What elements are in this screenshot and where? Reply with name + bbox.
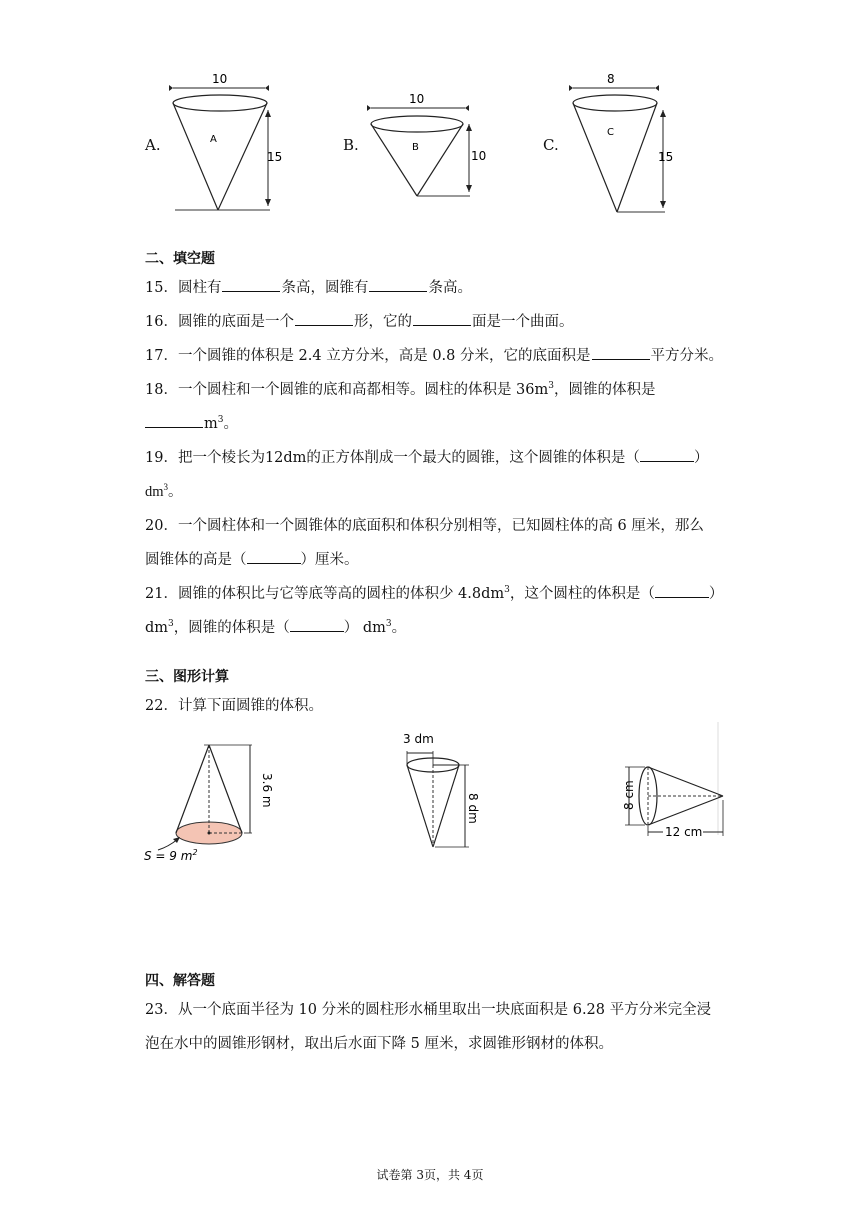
section-3-heading: 三、图形计算: [145, 669, 229, 685]
answer-blank[interactable]: [247, 551, 301, 564]
section-2-heading: 二、填空题: [145, 251, 215, 267]
q22-3-dia-label: 8 cm: [622, 780, 636, 810]
answer-blank[interactable]: [413, 313, 471, 326]
cone-figure-b: [365, 88, 485, 200]
answer-blank[interactable]: [290, 619, 344, 632]
cone-b-top-label: 10: [409, 92, 425, 106]
question-18: 18．一个圆柱和一个圆锥的底和高都相等。圆柱的体积是 $36m^3$，圆锥的体积是: [145, 381, 656, 398]
question-18-cont: $m^3$。: [145, 412, 238, 433]
cone-a-top-label: 10: [212, 72, 228, 86]
cone-c-letter: C: [607, 127, 614, 138]
q22-3-len-label: 12 cm: [665, 825, 703, 839]
question-23-line-1: 23．从一个底面半径为 10 分米的圆柱形水桶里取出一块底面积是 6.28 平方分米完全浸: [145, 1002, 712, 1018]
answer-blank[interactable]: [145, 415, 203, 428]
question-23-line-2: 泡在水中的圆锥形钢材，取出后水面下降 5 厘米，求圆锥形钢材的体积。: [145, 1036, 613, 1052]
question-21: 21．圆锥的体积比与它等底等高的圆柱的体积少 $4.8dm^3$，这个圆柱的体积是（ ）: [145, 585, 724, 602]
answer-blank[interactable]: [295, 313, 353, 326]
cone-figure-q22-3: [615, 720, 730, 845]
section-4-heading: 四、解答题: [145, 973, 215, 989]
answer-blank[interactable]: [655, 585, 709, 598]
option-b-label: B.: [343, 136, 359, 154]
q22-1-area-label: S = 9 m: [144, 849, 193, 863]
question-16: 16．圆锥的底面是一个 形，它的 面是一个曲面。: [145, 314, 574, 330]
cone-a-side-label: 15: [267, 150, 283, 164]
answer-blank[interactable]: [222, 279, 280, 292]
answer-blank[interactable]: [369, 279, 427, 292]
page-footer: 试卷第 3页，共 4页: [376, 1168, 484, 1182]
question-17: 17．一个圆锥的体积是 2.4 立方分米，高是 0.8 分米，它的底面积是 平方分米。: [145, 348, 724, 364]
cone-c-side-label: 15: [658, 150, 674, 164]
option-c-label: C.: [543, 136, 559, 154]
answer-blank[interactable]: [592, 347, 650, 360]
q22-1-height-label: 3.6 m: [260, 773, 274, 808]
cone-figure-c: [565, 68, 685, 216]
option-a-label: A.: [145, 136, 161, 154]
question-19: 19．把一个棱长为12dm的正方体削成一个最大的圆锥，这个圆锥的体积是（ ）: [145, 450, 709, 466]
question-22: 22．计算下面圆锥的体积。: [145, 698, 323, 714]
question-19-cont: $dm^3$。: [145, 482, 183, 500]
question-15: 15．圆柱有 条高，圆锥有 条高。: [145, 280, 472, 296]
question-20: 20．一个圆柱体和一个圆锥体的底面积和体积分别相等，已知圆柱体的高 6 厘米，那么: [145, 518, 704, 534]
cone-b-letter: B: [412, 142, 419, 153]
q22-2-top-label: 3 dm: [403, 732, 434, 746]
q22-2-side-label: 8 dm: [466, 793, 480, 824]
svg-text:S = 9 m2: S = 9 $m^2$: [144, 848, 198, 863]
cone-b-side-label: 10: [471, 149, 487, 163]
cone-figure-q22-2: [395, 725, 495, 855]
question-21-cont: $dm^3$，圆锥的体积是（ ） $dm^3$。: [145, 619, 407, 636]
cone-a-letter: A: [210, 134, 217, 145]
cone-figure-q22-1: [140, 735, 274, 865]
question-20-cont: 圆锥体的高是（ ）厘米。: [145, 552, 359, 568]
answer-blank[interactable]: [640, 449, 694, 462]
cone-c-top-label: 8: [607, 72, 615, 86]
cone-figure-a: [165, 68, 285, 216]
